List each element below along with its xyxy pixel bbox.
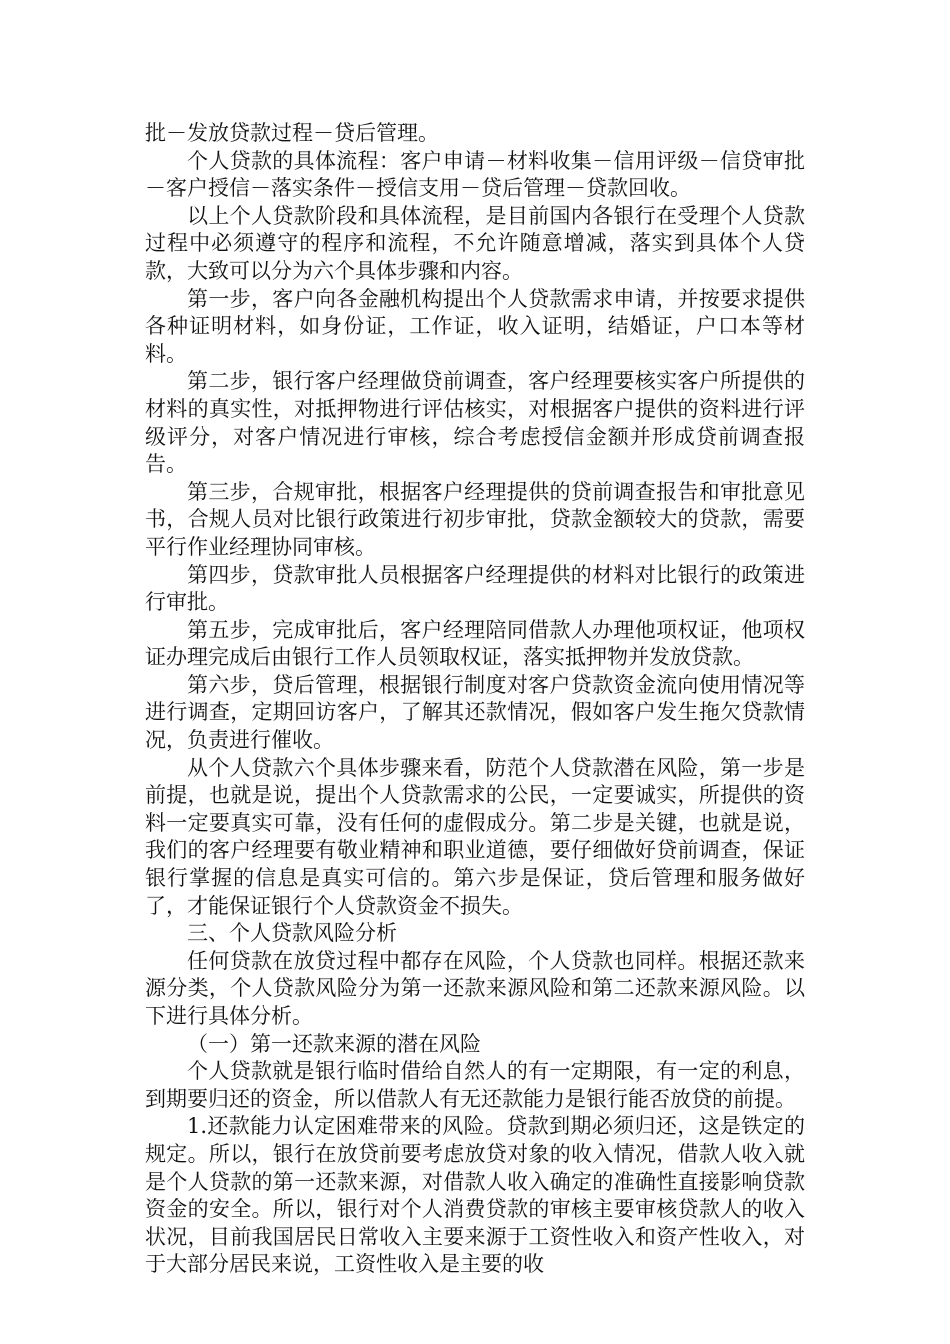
paragraph: 1.还款能力认定困难带来的风险。贷款到期必须归还，这是铁定的规定。所以，银行在放贷前要考虑放贷对象的收入情况，借款人收入就是个人贷款的第一还款来源，对借款人收入确定的准确性直接影响贷款资金的安全。所以，银行对个人消费贷款的审核主要审核贷款人的收入状况，目前我国居民日常收入主要来源于工资性收入和资产性收入，对于大部分居民来说，工资性收入是主要的收 [145,1114,805,1277]
section-heading: 三、个人贷款风险分析 [187,921,397,946]
paragraph: 第三步，合规审批，根据客户经理提供的贷前调查报告和审批意见书，合规人员对比银行政策进行初步审批，贷款金额较大的贷款，需要平行作业经理协同审核。 [145,479,805,559]
paragraph: 个人贷款就是银行临时借给自然人的有一定期限，有一定的利息，到期要归还的资金，所以借款人有无还款能力是银行能否放贷的前提。 [145,1059,805,1111]
document-body [145,120,805,1279]
paragraph: 任何贷款在放贷过程中都存在风险，个人贷款也同样。根据还款来源分类，个人贷款风险分为第一还款来源风险和第二还款来源风险。以下进行具体分析。 [145,948,805,1028]
paragraph: 第四步，贷款审批人员根据客户经理提供的材料对比银行的政策进行审批。 [145,562,805,615]
paragraph: 第五步，完成审批后，客户经理陪同借款人办理他项权证，他项权证办理完成后由银行工作人员领取权证，落实抵押物并发放贷款。 [145,617,805,670]
paragraph: 从个人贷款六个具体步骤来看，防范个人贷款潜在风险，第一步是前提，也就是说，提出个人贷款需求的公民，一定要诚实，所提供的资料一定要真实可靠，没有任何的虚假成分。第二步是关键，也就是说，我们的客户经理要有敬业精神和职业道德，要仔细做好贷前调查，保证银行掌握的信息是真实可信的。第六步是保证，贷后管理和服务做好了，才能保证银行个人贷款资金不损失。 [145,755,805,918]
paragraph: 第六步，贷后管理，根据银行制度对客户贷款资金流向使用情况等进行调查，定期回访客户，了解其还款情况，假如客户发生拖欠贷款情况，负责进行催收。 [145,672,805,753]
paragraph: 批－发放贷款过程－贷后管理。 [145,121,439,145]
paragraph: 以上个人贷款阶段和具体流程，是目前国内各银行在受理个人贷款过程中必须遵守的程序和流程，不允许随意增减，落实到具体个人贷款，大致可以分为六个具体步骤和内容。 [145,203,805,283]
subsection-heading: （一）第一还款来源的潜在风险 [187,1031,481,1056]
paragraph: 个人贷款的具体流程：客户申请－材料收集－信用评级－信贷审批－客户授信－落实条件－授信支用－贷后管理－贷款回收。 [145,148,805,201]
paragraph: 第一步，客户向各金融机构提出个人贷款需求申请，并按要求提供各种证明材料，如身份证，工作证，收入证明，结婚证，户口本等材料。 [145,286,805,366]
paragraph: 第二步，银行客户经理做贷前调查，客户经理要核实客户所提供的材料的真实性，对抵押物进行评估核实，对根据客户提供的资料进行评级评分，对客户情况进行审核，综合考虑授信金额并形成贷前调查报告。 [145,369,805,477]
